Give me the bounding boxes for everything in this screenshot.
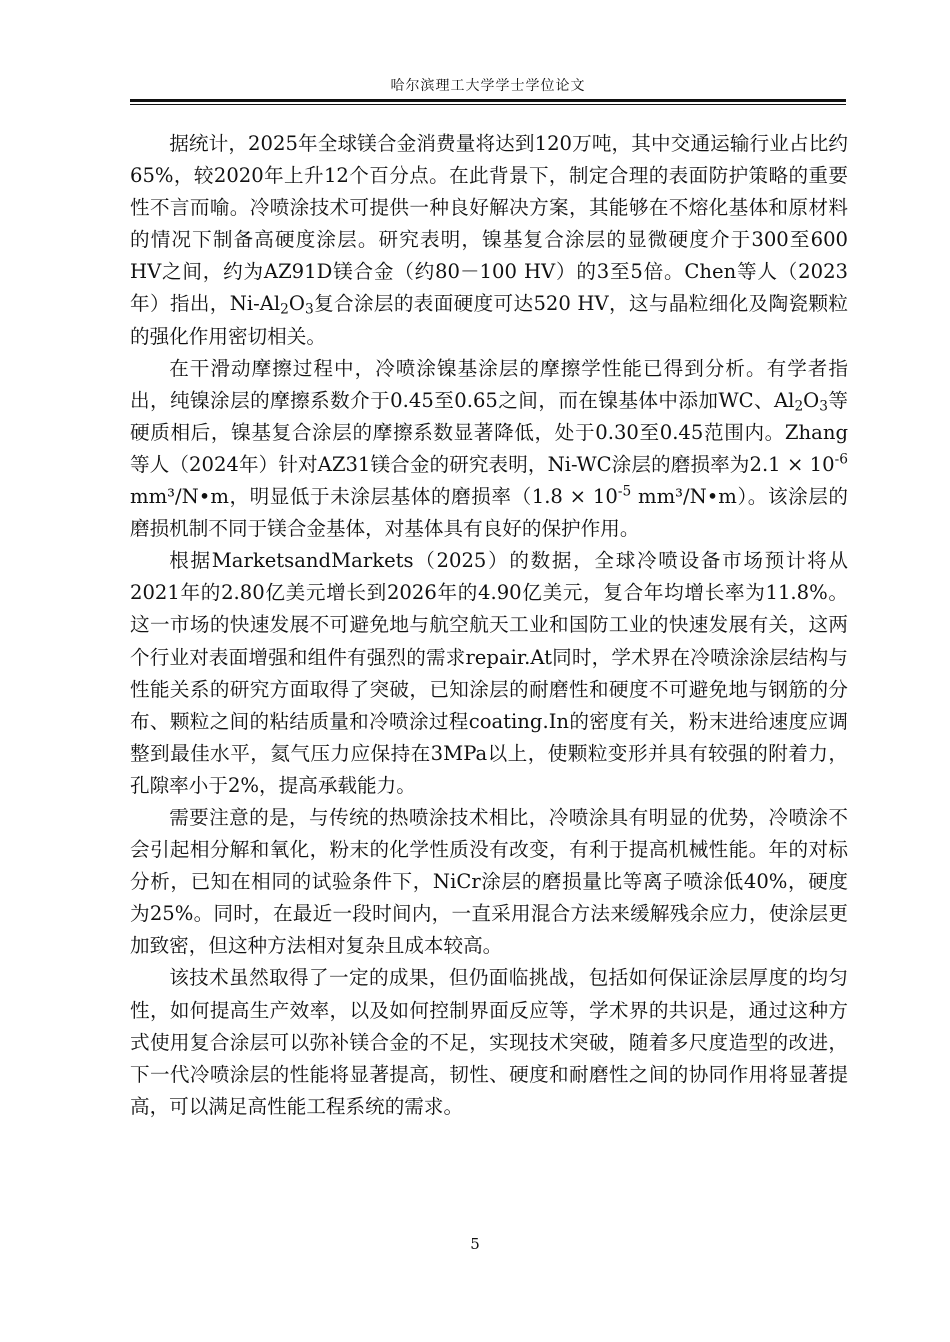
header-rule-thick: [130, 99, 846, 102]
paragraph-1-text-c: 复合涂层的表面硬度可达520 HV，这与晶粒细化及陶瓷颗粒的强化作用密切相关。: [130, 292, 848, 348]
paragraph-3: 根据MarketsandMarkets（2025）的数据，全球冷喷设备市场预计将从2021年的2.80亿美元增长到2026年的4.90亿美元，复合年均增长率为11.8%。这一市场的快速发展不可避免地与航空航天工业和国防工业的快速发展有关，这两个行业对表面增强和组件有强烈的需求repair.At同时，学术界在冷喷涂涂层结构与性能关系的研究方面取得了突破，已知涂层的耐磨性和硬度不可避免地与钢筋的分布、颗粒之间的粘结质量和冷喷涂过程coating.In的密度有关，粉末进给速度应调整到最佳水平，氦气压力应保持在3MPa以上，使颗粒变形并具有较强的附着力，孔隙率小于2%，提高承载能力。: [130, 549, 848, 797]
paragraph-1-text-a: 据统计，2025年全球镁合金消费量将达到120万吨，其中交通运输行业占比约65%，较2020年上升12个百分点。在此背景下，制定合理的表面防护策略的重要性不言而喻。冷喷涂技术可提供一种良好解决方案，其能够在不熔化基体和原材料的情况下制备高硬度涂层。研究表明，镍基复合涂层的显微硬度介于300至600 HV之间，约为AZ91D镁合金（约80－100 HV）的3至5倍。Chen等人（2023年）指出，Ni-Al: [130, 132, 848, 316]
paragraph-4: 需要注意的是，与传统的热喷涂技术相比，冷喷涂具有明显的优势，冷喷涂不会引起相分解和氧化，粉末的化学性质没有改变，有利于提高机械性能。年的对标分析，已知在相同的试验条件下，NiCr涂层的磨损量比等离子喷涂低40%，硬度为25%。同时，在最近一段时间内，一直采用混合方法来缓解残余应力，使涂层更加致密，但这种方法相对复杂且成本较高。: [130, 805, 848, 958]
paragraph-2-text-a: 在干滑动摩擦过程中，冷喷涂镍基涂层的摩擦学性能已得到分析。有学者指出，纯镍涂层的摩擦系数介于0.45至0.65之间，而在镍基体中添加WC、Al: [130, 356, 848, 412]
paragraph-2-text-b: O: [803, 388, 820, 412]
paragraph-5: 该技术虽然取得了一定的成果，但仍面临挑战，包括如何保证涂层厚度的均匀性，如何提高生产效率，以及如何控制界面反应等，学术界的共识是，通过这种方式使用复合涂层可以弥补镁合金的不足，实现技术突破，随着多尺度造型的改进，下一代冷喷涂层的性能将显著提高，韧性、硬度和耐磨性之间的协同作用将显著提高，可以满足高性能工程系统的需求。: [130, 966, 848, 1118]
subscript: 2: [280, 301, 289, 318]
paragraph-1: [130, 128, 848, 353]
paragraph-2-text-d: mm³/N•m，明显低于未涂层基体的磨损率（1.8 × 10: [130, 485, 618, 509]
superscript: -6: [834, 451, 848, 468]
paragraph-2-text-e: mm³/N•m）。该涂层的磨损机制不同于镁合金基体，对基体具有良好的保护作用。: [130, 485, 848, 541]
page-number: 5: [470, 1235, 480, 1253]
body-text: [130, 128, 848, 1123]
paragraph-1-text-b: O: [288, 292, 305, 316]
subscript: 2: [794, 398, 804, 415]
superscript: -5: [617, 483, 632, 500]
paragraph-2: [130, 353, 848, 546]
subscript: 3: [819, 398, 828, 415]
running-header: 哈尔滨理工大学学士学位论文: [390, 78, 586, 94]
subscript: 3: [304, 301, 314, 318]
header-rule-thin: [130, 104, 846, 105]
paragraph-2-text-c: 等硬质相后，镍基复合涂层的摩擦系数显著降低，处于0.30至0.45范围内。Zhang等人（2024年）针对AZ31镁合金的研究表明，Ni-WC涂层的磨损率为2.1 × 10: [130, 388, 848, 476]
